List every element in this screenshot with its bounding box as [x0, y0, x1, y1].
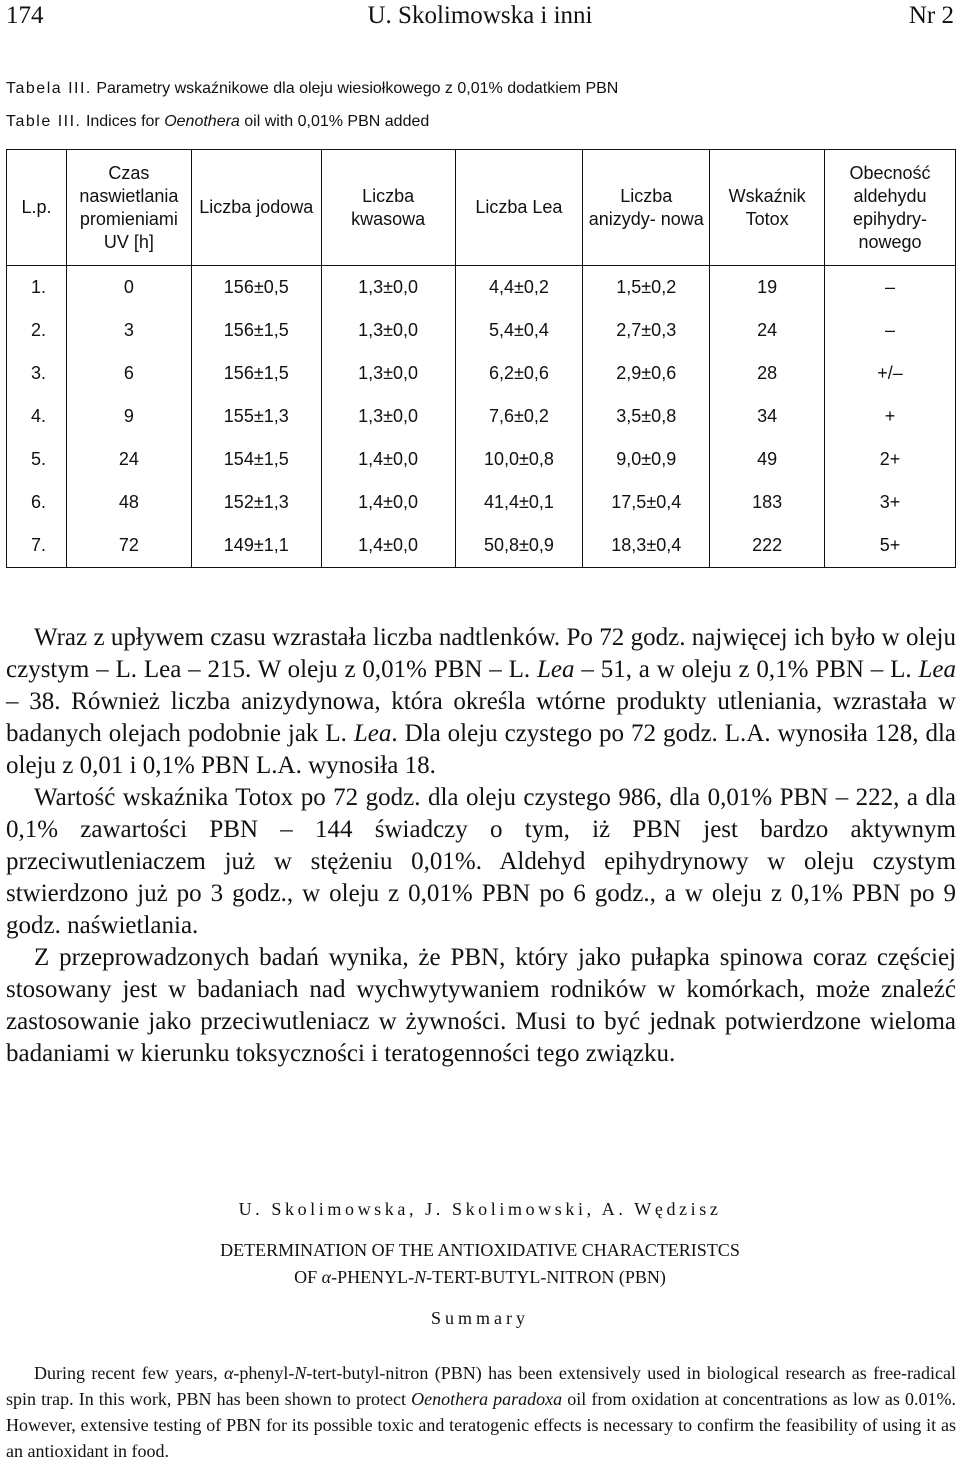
table-row	[7, 438, 956, 481]
body-text	[6, 622, 956, 1070]
cell-aldehyde: 5+	[825, 524, 956, 568]
cell-acid: 1,4±0,0	[321, 438, 455, 481]
col-header-aldehyde: Obecność aldehydu epihydry- nowego	[825, 150, 956, 266]
cell-aldehyde: +	[825, 395, 956, 438]
title-alpha: α	[321, 1267, 332, 1287]
table-row	[7, 309, 956, 352]
cell-lea: 7,6±0,2	[455, 395, 583, 438]
cell-acid: 1,3±0,0	[321, 309, 455, 352]
col-header-totox: Wskaźnik Totox	[710, 150, 825, 266]
cell-anisidine: 18,3±0,4	[583, 524, 710, 568]
table-label-en: Table III.	[6, 113, 82, 130]
italic-term: Lea	[918, 656, 956, 683]
cell-totox: 19	[710, 266, 825, 310]
cell-totox: 222	[710, 524, 825, 568]
cell-uv-time: 0	[66, 266, 191, 310]
cell-acid: 1,3±0,0	[321, 395, 455, 438]
cell-aldehyde: +/–	[825, 352, 956, 395]
cell-lp: 4.	[7, 395, 67, 438]
running-header	[0, 0, 960, 34]
cell-aldehyde: –	[825, 266, 956, 310]
cell-uv-time: 3	[66, 309, 191, 352]
summary-title-line2	[0, 1267, 960, 1288]
cell-iodine: 154±1,5	[191, 438, 321, 481]
cell-anisidine: 3,5±0,8	[583, 395, 710, 438]
cell-anisidine: 9,0±0,9	[583, 438, 710, 481]
table-row	[7, 395, 956, 438]
cell-totox: 183	[710, 481, 825, 524]
paragraph-text: . Dla oleju czystego po 72 godz. L.A. wynosiła 128, dla oleju z 0,01 i 0,1% PBN L.A. wynosiła 18.	[6, 720, 957, 779]
table-row	[7, 524, 956, 568]
cell-uv-time: 6	[66, 352, 191, 395]
cell-uv-time: 24	[66, 438, 191, 481]
col-header-acid: Liczba kwasowa	[321, 150, 455, 266]
cell-iodine: 149±1,1	[191, 524, 321, 568]
cell-lea: 5,4±0,4	[455, 309, 583, 352]
col-header-lea: Liczba Lea	[455, 150, 583, 266]
cell-totox: 49	[710, 438, 825, 481]
cell-lea: 50,8±0,9	[455, 524, 583, 568]
cell-totox: 28	[710, 352, 825, 395]
summary-title-line1: DETERMINATION OF THE ANTIOXIDATIVE CHARACTERISTCS	[220, 1240, 740, 1260]
cell-iodine: 152±1,3	[191, 481, 321, 524]
cell-aldehyde: 3+	[825, 481, 956, 524]
cell-anisidine: 1,5±0,2	[583, 266, 710, 310]
cell-iodine: 156±1,5	[191, 352, 321, 395]
cell-anisidine: 17,5±0,4	[583, 481, 710, 524]
summary-heading: Summary	[431, 1308, 529, 1328]
title-text: OF	[294, 1267, 318, 1287]
cell-iodine: 156±0,5	[191, 266, 321, 310]
paragraph-text: Wraz z upływem czasu wzrastała liczba nadtlenków. Po 72 godz. najwięcej ich było w oleju czystym – L. Lea – 215. W oleju z 0,01% PBN – L.	[6, 624, 956, 683]
cell-iodine: 156±1,5	[191, 309, 321, 352]
table-caption-en	[6, 113, 429, 131]
cell-lea: 4,4±0,2	[455, 266, 583, 310]
cell-lp: 2.	[7, 309, 67, 352]
abstract-text: -phenyl-	[233, 1363, 295, 1383]
title-text: -PHENYL-	[331, 1267, 415, 1287]
title-n: N	[414, 1267, 427, 1287]
abstract-alpha: α	[223, 1363, 234, 1383]
abstract-paragraph	[6, 1360, 956, 1464]
page-number: 174	[6, 2, 44, 29]
table-caption-en-species: Oenothera	[164, 113, 240, 130]
cell-lp: 6.	[7, 481, 67, 524]
italic-term: Lea	[353, 720, 392, 747]
cell-iodine: 155±1,3	[191, 395, 321, 438]
abstract-text: -tert-butyl-nitron (PBN) has been extensively used in biological research as free-radical spin trap. In this work, PBN has been shown to protect	[6, 1363, 957, 1409]
summary-abstract	[6, 1360, 956, 1464]
cell-acid: 1,4±0,0	[321, 481, 455, 524]
cell-lp: 5.	[7, 438, 67, 481]
table-row	[7, 481, 956, 524]
paragraph-totox: Wartość wskaźnika Totox po 72 godz. dla oleju czystego 986, dla 0,01% PBN – 222, a dla 0,1% zawartości PBN – 144 świadczy o tym, iż PBN jest bardzo aktywnym przeciwutleniaczem już w stężeniu 0,01%. Aldehyd epihydrynowy w oleju czystym stwierdzono już po 3 godz., w oleju z 0,01% PBN po 6 godz., a w oleju z 0,1% PBN po 9 godz. naświetlania.	[6, 784, 956, 939]
cell-uv-time: 9	[66, 395, 191, 438]
cell-lp: 1.	[7, 266, 67, 310]
cell-lp: 3.	[7, 352, 67, 395]
italic-term: Lea	[537, 656, 575, 683]
col-header-lp: L.p.	[7, 150, 67, 266]
cell-aldehyde: 2+	[825, 438, 956, 481]
cell-lea: 10,0±0,8	[455, 438, 583, 481]
summary-authors: U. Skolimowska, J. Skolimowski, A. Wędzisz	[238, 1199, 722, 1219]
abstract-n: N	[294, 1363, 307, 1383]
table-row	[7, 352, 956, 395]
paragraph-text: – 38. Również liczba anizydynowa, która określa wtórne produkty utleniania, wzrastała w badanych olejach podobnie jak L.	[6, 688, 956, 747]
col-header-anisidine: Liczba anizydy- nowa	[583, 150, 710, 266]
col-header-uv-time: Czas naswietlania promieniami UV [h]	[66, 150, 191, 266]
table-caption-pl-text: Parametry wskaźnikowe dla oleju wiesiołkowego z 0,01% dodatkiem PBN	[96, 80, 619, 97]
cell-totox: 34	[710, 395, 825, 438]
table-row	[7, 266, 956, 310]
title-text: -TERT-BUTYL-NITRON (PBN)	[426, 1267, 666, 1287]
cell-aldehyde: –	[825, 309, 956, 352]
cell-acid: 1,3±0,0	[321, 266, 455, 310]
paragraph-peroxides	[6, 622, 956, 782]
paragraph-conclusion: Z przeprowadzonych badań wynika, że PBN, który jako pułapka spinowa coraz częściej stosowany jest w badaniach nad wychwytywaniem rodników w komórkach, może znaleźć zastosowanie jako przeciwutleniacz w żywności. Musi to być jednak potwierdzone wieloma badaniami w kierunku toksyczności i teratogenności tego związku.	[6, 944, 956, 1067]
cell-acid: 1,4±0,0	[321, 524, 455, 568]
paragraph-text: – 51, a w oleju z 0,1% PBN – L.	[581, 656, 912, 683]
cell-anisidine: 2,7±0,3	[583, 309, 710, 352]
table-caption-en-text-end: oil with 0,01% PBN added	[244, 113, 430, 130]
cell-lea: 6,2±0,6	[455, 352, 583, 395]
table-header-row	[7, 150, 956, 266]
cell-totox: 24	[710, 309, 825, 352]
abstract-text: During recent few years,	[34, 1363, 218, 1383]
cell-lea: 41,4±0,1	[455, 481, 583, 524]
col-header-iodine: Liczba jodowa	[191, 150, 321, 266]
abstract-species: Oenothera paradoxa	[411, 1389, 563, 1409]
running-head-authors: U. Skolimowska i inni	[367, 2, 593, 29]
cell-uv-time: 48	[66, 481, 191, 524]
cell-lp: 7.	[7, 524, 67, 568]
table-label-pl: Tabela III.	[6, 80, 92, 97]
issue-number: Nr 2	[908, 2, 954, 29]
indices-table	[6, 149, 956, 568]
cell-uv-time: 72	[66, 524, 191, 568]
table-caption-en-text: Indices for	[85, 113, 160, 130]
cell-acid: 1,3±0,0	[321, 352, 455, 395]
table-caption-pl	[6, 80, 618, 98]
abstract-text: oil from oxidation at concentrations as low as 0.01%. However, extensive testing of PBN for its possible toxic and teratogenic effects is necessary to confirm the feasibility of using it as an antioxidant in food.	[6, 1389, 957, 1461]
cell-anisidine: 2,9±0,6	[583, 352, 710, 395]
